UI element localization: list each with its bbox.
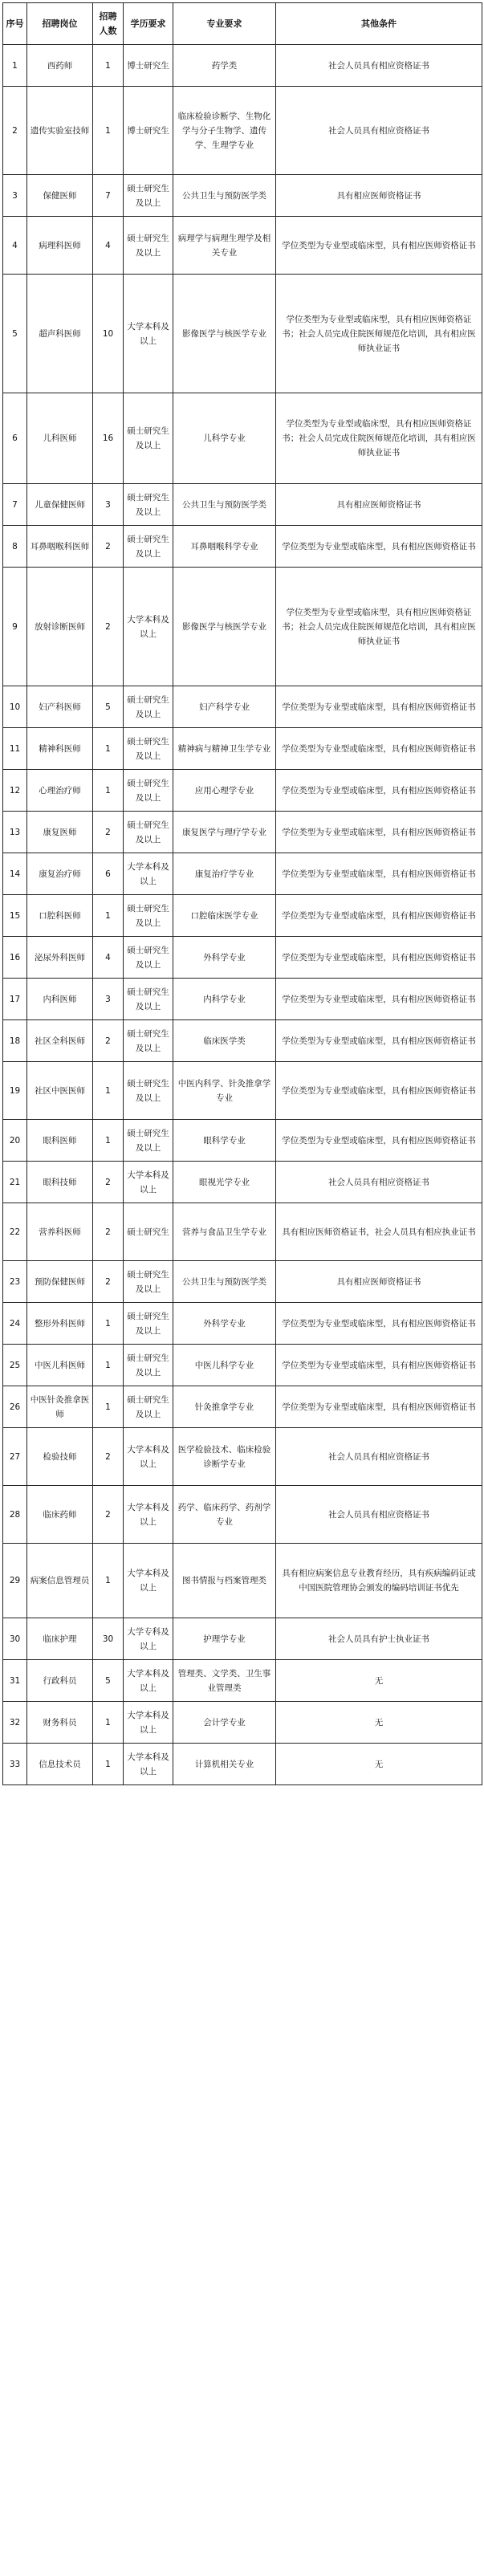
cell-count: 6 [93,853,124,895]
cell-count: 1 [93,1303,124,1345]
cell-major: 管理类、文学类、卫生事业管理类 [173,1660,276,1702]
table-row [3,1702,482,1744]
cell-education: 大学本科及以上 [124,1162,173,1203]
table-row [3,1162,482,1203]
cell-count: 2 [93,1486,124,1544]
table-row [3,1744,482,1785]
cell-post: 检验技师 [27,1428,93,1486]
header-education: 学历要求 [124,3,173,45]
cell-major: 药学类 [173,45,276,87]
cell-count: 4 [93,217,124,275]
cell-serial: 9 [3,568,27,686]
cell-major: 影像医学与核医学专业 [173,275,276,393]
cell-education: 硕士研究生及以上 [124,175,173,217]
table-row [3,1261,482,1303]
table-row [3,937,482,979]
cell-major: 康复治疗学专业 [173,853,276,895]
cell-serial: 15 [3,895,27,937]
cell-major: 内科学专业 [173,979,276,1020]
cell-major: 中医内科学、针灸推拿学专业 [173,1062,276,1120]
cell-serial: 26 [3,1386,27,1428]
cell-major: 临床医学类 [173,1020,276,1062]
cell-post: 超声科医师 [27,275,93,393]
cell-post: 病理科医师 [27,217,93,275]
cell-count: 1 [93,1120,124,1162]
header-serial: 序号 [3,3,27,45]
header-post: 招聘岗位 [27,3,93,45]
cell-other-conditions: 无 [276,1744,482,1785]
cell-serial: 8 [3,526,27,568]
table-row [3,1120,482,1162]
cell-other-conditions: 学位类型为专业型或临床型，具有相应医师资格证书 [276,853,482,895]
cell-major: 外科学专业 [173,937,276,979]
cell-education: 硕士研究生及以上 [124,770,173,812]
cell-other-conditions: 学位类型为专业型或临床型，具有相应医师资格证书 [276,1062,482,1120]
table-row [3,770,482,812]
cell-other-conditions: 学位类型为专业型或临床型，具有相应医师资格证书 [276,937,482,979]
cell-post: 眼科医师 [27,1120,93,1162]
cell-serial: 31 [3,1660,27,1702]
cell-major: 计算机相关专业 [173,1744,276,1785]
cell-post: 中医儿科医师 [27,1345,93,1386]
cell-other-conditions: 具有相应医师资格证书 [276,1261,482,1303]
cell-count: 2 [93,526,124,568]
cell-count: 30 [93,1618,124,1660]
cell-count: 7 [93,175,124,217]
cell-education: 硕士研究生及以上 [124,1020,173,1062]
cell-other-conditions: 社会人员具有相应资格证书 [276,1428,482,1486]
table-row [3,979,482,1020]
cell-education: 硕士研究生及以上 [124,937,173,979]
cell-post: 财务科员 [27,1702,93,1744]
cell-post: 西药师 [27,45,93,87]
cell-count: 2 [93,1428,124,1486]
cell-count: 2 [93,1020,124,1062]
cell-education: 硕士研究生及以上 [124,484,173,526]
cell-education: 硕士研究生及以上 [124,812,173,853]
cell-education: 硕士研究生及以上 [124,526,173,568]
cell-count: 3 [93,979,124,1020]
cell-serial: 10 [3,686,27,728]
table-row [3,484,482,526]
cell-education: 大学本科及以上 [124,1702,173,1744]
cell-other-conditions: 无 [276,1702,482,1744]
cell-post: 行政科员 [27,1660,93,1702]
table-row [3,1660,482,1702]
cell-major: 耳鼻咽喉科学专业 [173,526,276,568]
cell-count: 4 [93,937,124,979]
table-row [3,45,482,87]
cell-count: 1 [93,728,124,770]
cell-other-conditions: 无 [276,1660,482,1702]
cell-other-conditions: 学位类型为专业型或临床型，具有相应医师资格证书 [276,1345,482,1386]
cell-serial: 13 [3,812,27,853]
cell-education: 硕士研究生及以上 [124,1303,173,1345]
cell-education: 硕士研究生及以上 [124,979,173,1020]
cell-serial: 24 [3,1303,27,1345]
header-count: 招聘人数 [93,3,124,45]
cell-major: 外科学专业 [173,1303,276,1345]
cell-post: 预防保健医师 [27,1261,93,1303]
cell-major: 应用心理学专业 [173,770,276,812]
cell-education: 硕士研究生 [124,1203,173,1261]
cell-serial: 17 [3,979,27,1020]
cell-count: 1 [93,87,124,175]
cell-other-conditions: 具有相应医师资格证书 [276,175,482,217]
cell-count: 1 [93,1062,124,1120]
table-row [3,1428,482,1486]
table-row [3,728,482,770]
cell-count: 1 [93,1386,124,1428]
cell-serial: 29 [3,1544,27,1618]
cell-post: 内科医师 [27,979,93,1020]
cell-education: 大学专科及以上 [124,1618,173,1660]
cell-other-conditions: 学位类型为专业型或临床型，具有相应医师资格证书 [276,217,482,275]
cell-major: 会计学专业 [173,1702,276,1744]
table-row [3,686,482,728]
cell-count: 2 [93,1261,124,1303]
cell-count: 10 [93,275,124,393]
cell-count: 5 [93,1660,124,1702]
cell-other-conditions: 社会人员具有相应资格证书 [276,1486,482,1544]
cell-serial: 25 [3,1345,27,1386]
cell-serial: 21 [3,1162,27,1203]
cell-count: 3 [93,484,124,526]
cell-other-conditions: 学位类型为专业型或临床型，具有相应医师资格证书 [276,1020,482,1062]
table-header-row [3,3,482,45]
cell-serial: 1 [3,45,27,87]
cell-other-conditions: 学位类型为专业型或临床型，具有相应医师资格证书 [276,895,482,937]
cell-major: 病理学与病理生理学及相关专业 [173,217,276,275]
cell-post: 心理治疗师 [27,770,93,812]
cell-education: 大学本科及以上 [124,853,173,895]
cell-serial: 20 [3,1120,27,1162]
cell-education: 硕士研究生及以上 [124,1345,173,1386]
cell-education: 硕士研究生及以上 [124,1120,173,1162]
cell-other-conditions: 学位类型为专业型或临床型，具有相应医师资格证书 [276,979,482,1020]
cell-serial: 3 [3,175,27,217]
cell-serial: 30 [3,1618,27,1660]
cell-count: 16 [93,393,124,484]
cell-major: 药学、临床药学、药剂学专业 [173,1486,276,1544]
cell-education: 硕士研究生及以上 [124,1386,173,1428]
cell-other-conditions: 具有相应医师资格证书，社会人员具有相应执业证书 [276,1203,482,1261]
cell-major: 公共卫生与预防医学类 [173,484,276,526]
cell-major: 眼科学专业 [173,1120,276,1162]
table-row [3,275,482,393]
cell-post: 放射诊断医师 [27,568,93,686]
table-row [3,1618,482,1660]
cell-serial: 33 [3,1744,27,1785]
recruitment-table-container [2,2,482,1785]
cell-serial: 16 [3,937,27,979]
cell-count: 5 [93,686,124,728]
cell-education: 硕士研究生及以上 [124,393,173,484]
table-row [3,1345,482,1386]
cell-serial: 19 [3,1062,27,1120]
cell-other-conditions: 社会人员具有护士执业证书 [276,1618,482,1660]
cell-post: 儿童保健医师 [27,484,93,526]
table-row [3,526,482,568]
cell-post: 社区全科医师 [27,1020,93,1062]
cell-serial: 2 [3,87,27,175]
cell-major: 针灸推拿学专业 [173,1386,276,1428]
cell-other-conditions: 社会人员具有相应资格证书 [276,45,482,87]
cell-major: 儿科学专业 [173,393,276,484]
cell-serial: 5 [3,275,27,393]
cell-education: 大学本科及以上 [124,1660,173,1702]
cell-education: 硕士研究生及以上 [124,217,173,275]
cell-post: 临床护理 [27,1618,93,1660]
table-row [3,175,482,217]
cell-major: 精神病与精神卫生学专业 [173,728,276,770]
cell-post: 临床药师 [27,1486,93,1544]
recruitment-table [2,2,482,1785]
cell-education: 大学本科及以上 [124,568,173,686]
cell-major: 影像医学与核医学专业 [173,568,276,686]
cell-serial: 27 [3,1428,27,1486]
cell-major: 中医儿科学专业 [173,1345,276,1386]
cell-other-conditions: 学位类型为专业型或临床型，具有相应医师资格证书；社会人员完成住院医师规范化培训，具有相应医师执业证书 [276,393,482,484]
cell-post: 社区中医医师 [27,1062,93,1120]
table-row [3,1303,482,1345]
cell-other-conditions: 学位类型为专业型或临床型，具有相应医师资格证书 [276,526,482,568]
cell-count: 1 [93,1544,124,1618]
table-row [3,1020,482,1062]
cell-count: 2 [93,568,124,686]
cell-major: 医学检验技术、临床检验诊断学专业 [173,1428,276,1486]
cell-education: 大学本科及以上 [124,1544,173,1618]
cell-major: 妇产科学专业 [173,686,276,728]
cell-education: 大学本科及以上 [124,275,173,393]
cell-post: 信息技术员 [27,1744,93,1785]
cell-other-conditions: 具有相应医师资格证书 [276,484,482,526]
cell-other-conditions: 学位类型为专业型或临床型，具有相应医师资格证书 [276,812,482,853]
cell-other-conditions: 学位类型为专业型或临床型，具有相应医师资格证书 [276,1386,482,1428]
cell-count: 1 [93,895,124,937]
cell-count: 1 [93,770,124,812]
cell-count: 2 [93,812,124,853]
cell-education: 硕士研究生及以上 [124,1062,173,1120]
cell-major: 营养与食品卫生学专业 [173,1203,276,1261]
cell-other-conditions: 学位类型为专业型或临床型，具有相应医师资格证书；社会人员完成住院医师规范化培训，具有相应医师执业证书 [276,275,482,393]
cell-post: 眼科技师 [27,1162,93,1203]
cell-post: 康复治疗师 [27,853,93,895]
table-row [3,853,482,895]
cell-other-conditions: 学位类型为专业型或临床型，具有相应医师资格证书 [276,728,482,770]
cell-other-conditions: 社会人员具有相应资格证书 [276,1162,482,1203]
cell-count: 2 [93,1203,124,1261]
cell-serial: 6 [3,393,27,484]
table-row [3,1544,482,1618]
cell-major: 眼视光学专业 [173,1162,276,1203]
cell-major: 图书情报与档案管理类 [173,1544,276,1618]
cell-education: 大学本科及以上 [124,1428,173,1486]
cell-other-conditions: 学位类型为专业型或临床型，具有相应医师资格证书 [276,770,482,812]
cell-serial: 18 [3,1020,27,1062]
table-row [3,895,482,937]
cell-serial: 12 [3,770,27,812]
table-row [3,1486,482,1544]
cell-count: 2 [93,1162,124,1203]
cell-count: 1 [93,1744,124,1785]
cell-major: 口腔临床医学专业 [173,895,276,937]
cell-other-conditions: 学位类型为专业型或临床型，具有相应医师资格证书 [276,1120,482,1162]
cell-other-conditions: 学位类型为专业型或临床型，具有相应医师资格证书；社会人员完成住院医师规范化培训，具有相应医师执业证书 [276,568,482,686]
cell-serial: 14 [3,853,27,895]
cell-education: 硕士研究生及以上 [124,686,173,728]
cell-serial: 23 [3,1261,27,1303]
header-major: 专业要求 [173,3,276,45]
cell-education: 硕士研究生及以上 [124,1261,173,1303]
cell-post: 精神科医师 [27,728,93,770]
cell-other-conditions: 学位类型为专业型或临床型，具有相应医师资格证书 [276,686,482,728]
cell-major: 康复医学与理疗学专业 [173,812,276,853]
table-row [3,217,482,275]
cell-post: 口腔科医师 [27,895,93,937]
cell-post: 耳鼻咽喉科医师 [27,526,93,568]
cell-post: 病案信息管理员 [27,1544,93,1618]
cell-serial: 11 [3,728,27,770]
cell-post: 保健医师 [27,175,93,217]
cell-serial: 7 [3,484,27,526]
cell-post: 营养科医师 [27,1203,93,1261]
cell-serial: 22 [3,1203,27,1261]
table-row [3,1203,482,1261]
cell-education: 博士研究生 [124,45,173,87]
cell-post: 妇产科医师 [27,686,93,728]
cell-education: 大学本科及以上 [124,1744,173,1785]
cell-post: 康复医师 [27,812,93,853]
cell-education: 大学本科及以上 [124,1486,173,1544]
table-row [3,1386,482,1428]
cell-post: 泌尿外科医师 [27,937,93,979]
table-row [3,393,482,484]
cell-major: 公共卫生与预防医学类 [173,1261,276,1303]
cell-post: 儿科医师 [27,393,93,484]
table-row [3,87,482,175]
cell-major: 公共卫生与预防医学类 [173,175,276,217]
cell-post: 中医针灸推拿医师 [27,1386,93,1428]
table-row [3,568,482,686]
cell-education: 硕士研究生及以上 [124,728,173,770]
header-other-conditions: 其他条件 [276,3,482,45]
cell-count: 1 [93,1702,124,1744]
cell-post: 整形外科医师 [27,1303,93,1345]
cell-education: 硕士研究生及以上 [124,895,173,937]
cell-count: 1 [93,45,124,87]
table-row [3,1062,482,1120]
cell-major: 临床检验诊断学、生物化学与分子生物学、遗传学、生理学专业 [173,87,276,175]
cell-education: 博士研究生 [124,87,173,175]
cell-major: 护理学专业 [173,1618,276,1660]
cell-other-conditions: 社会人员具有相应资格证书 [276,87,482,175]
cell-serial: 4 [3,217,27,275]
cell-serial: 28 [3,1486,27,1544]
cell-other-conditions: 学位类型为专业型或临床型，具有相应医师资格证书 [276,1303,482,1345]
cell-other-conditions: 具有相应病案信息专业教育经历，具有疾病编码证或中国医院管理协会颁发的编码培训证书优先 [276,1544,482,1618]
cell-post: 遗传实验室技师 [27,87,93,175]
cell-count: 1 [93,1345,124,1386]
table-row [3,812,482,853]
cell-serial: 32 [3,1702,27,1744]
